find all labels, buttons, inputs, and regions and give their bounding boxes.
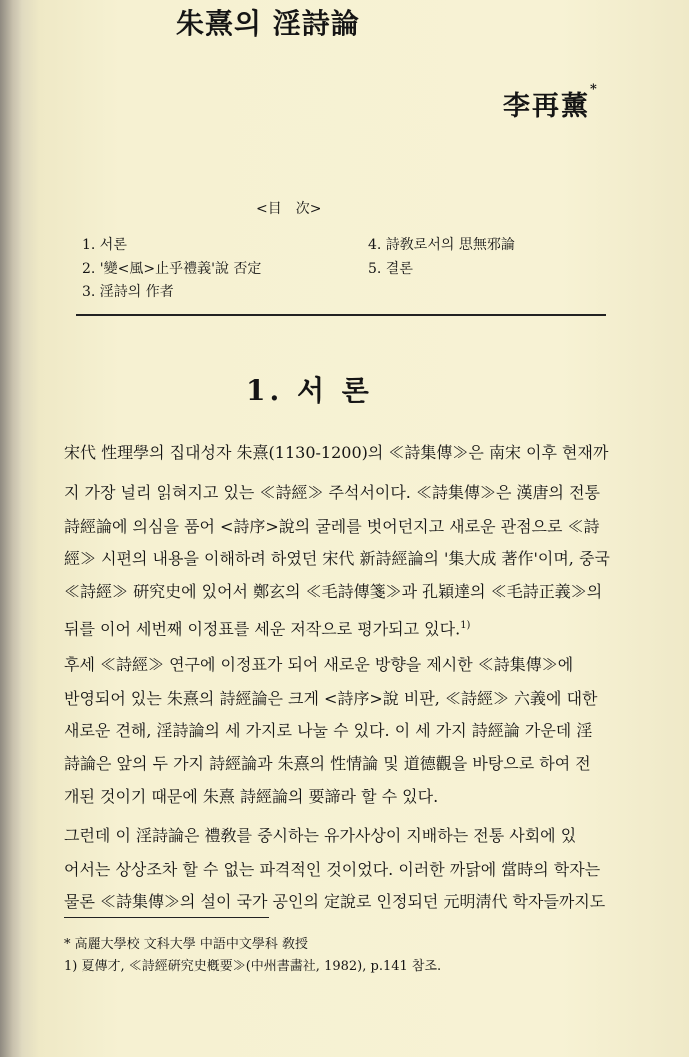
toc-divider (76, 314, 606, 316)
body-line: 지 가장 널리 읽혀지고 있는 ≪詩經≫ 주석서이다. ≪詩集傳≫은 漢唐의 전통 (64, 483, 600, 502)
toc-item-3: 3. 淫詩의 作者 (82, 284, 174, 300)
author-name (503, 84, 599, 123)
toc-item-2: 2. '變<風>止乎禮義'說 否定 (82, 261, 262, 277)
footnote-affiliation: * 高麗大學校 文科大學 中語中文學科 敎授 (64, 937, 309, 952)
toc-heading: <目 次> (256, 201, 322, 217)
toc-item-5: 5. 결론 (368, 261, 413, 277)
body-line: 그런데 이 淫詩論은 禮敎를 중시하는 유가사상이 지배하는 전통 사회에 있 (64, 826, 577, 845)
author-name-text: 李再薰 (503, 91, 590, 122)
body-line: 물론 ≪詩集傳≫의 설이 국가 공인의 定說로 인정되던 元明淸代 학자들까지도 (64, 892, 606, 911)
body-line-text: 뒤를 이어 세번째 이정표를 세운 저작으로 평가되고 있다. (64, 619, 461, 639)
body-line: 詩論은 앞의 두 가지 詩經論과 朱熹의 性情論 및 道德觀을 바탕으로 하여 전 (64, 754, 591, 773)
body-line: 宋代 性理學의 집대성자 朱熹(1130-1200)의 ≪詩集傳≫은 南宋 이후 현재까 (64, 443, 609, 462)
article-title: 朱熹의 淫詩論 (176, 7, 360, 40)
page-binding-shadow (0, 0, 22, 1057)
footnote-reference: 1) (460, 620, 471, 631)
body-line: 詩經論에 의심을 품어 <詩序>說의 굴레를 벗어던지고 새로운 관점으로 ≪詩 (64, 517, 600, 536)
toc-item-1: 1. 서론 (82, 237, 127, 253)
body-line: 반영되어 있는 朱熹의 詩經論은 크게 <詩序>說 비판, ≪詩經≫ 六義에 대한 (64, 689, 598, 708)
body-line: 후세 ≪詩經≫ 연구에 이정표가 되어 새로운 방향을 제시한 ≪詩集傳≫에 (64, 655, 574, 674)
body-line: 새로운 견해, 淫詩論의 세 가지로 나눌 수 있다. 이 세 가지 詩經論 가운데 淫 (64, 721, 593, 740)
body-line: 어서는 상상조차 할 수 없는 파격적인 것이었다. 이러한 까닭에 當時의 학자는 (64, 860, 601, 879)
toc-item-4: 4. 詩敎로서의 思無邪論 (368, 237, 515, 253)
footnote-1: 1) 夏傳才, ≪詩經硏究史槪要≫(中州書畵社, 1982), p.141 참조. (64, 959, 442, 974)
body-line: 經≫ 시편의 내용을 이해하려 하였던 宋代 新詩經論의 '集大成 著作'이며, 중국 (64, 549, 610, 568)
footnote-divider (64, 917, 269, 918)
body-line (64, 608, 616, 644)
author-footnote-mark: * (590, 82, 599, 97)
body-line: 개된 것이기 때문에 朱熹 詩經論의 要諦라 할 수 있다. (64, 787, 439, 806)
body-line: ≪詩經≫ 硏究史에 있어서 鄭玄의 ≪毛詩傳箋≫과 孔穎達의 ≪毛詩正義≫의 (64, 582, 603, 601)
section-heading: 1. 서 론 (246, 374, 373, 407)
